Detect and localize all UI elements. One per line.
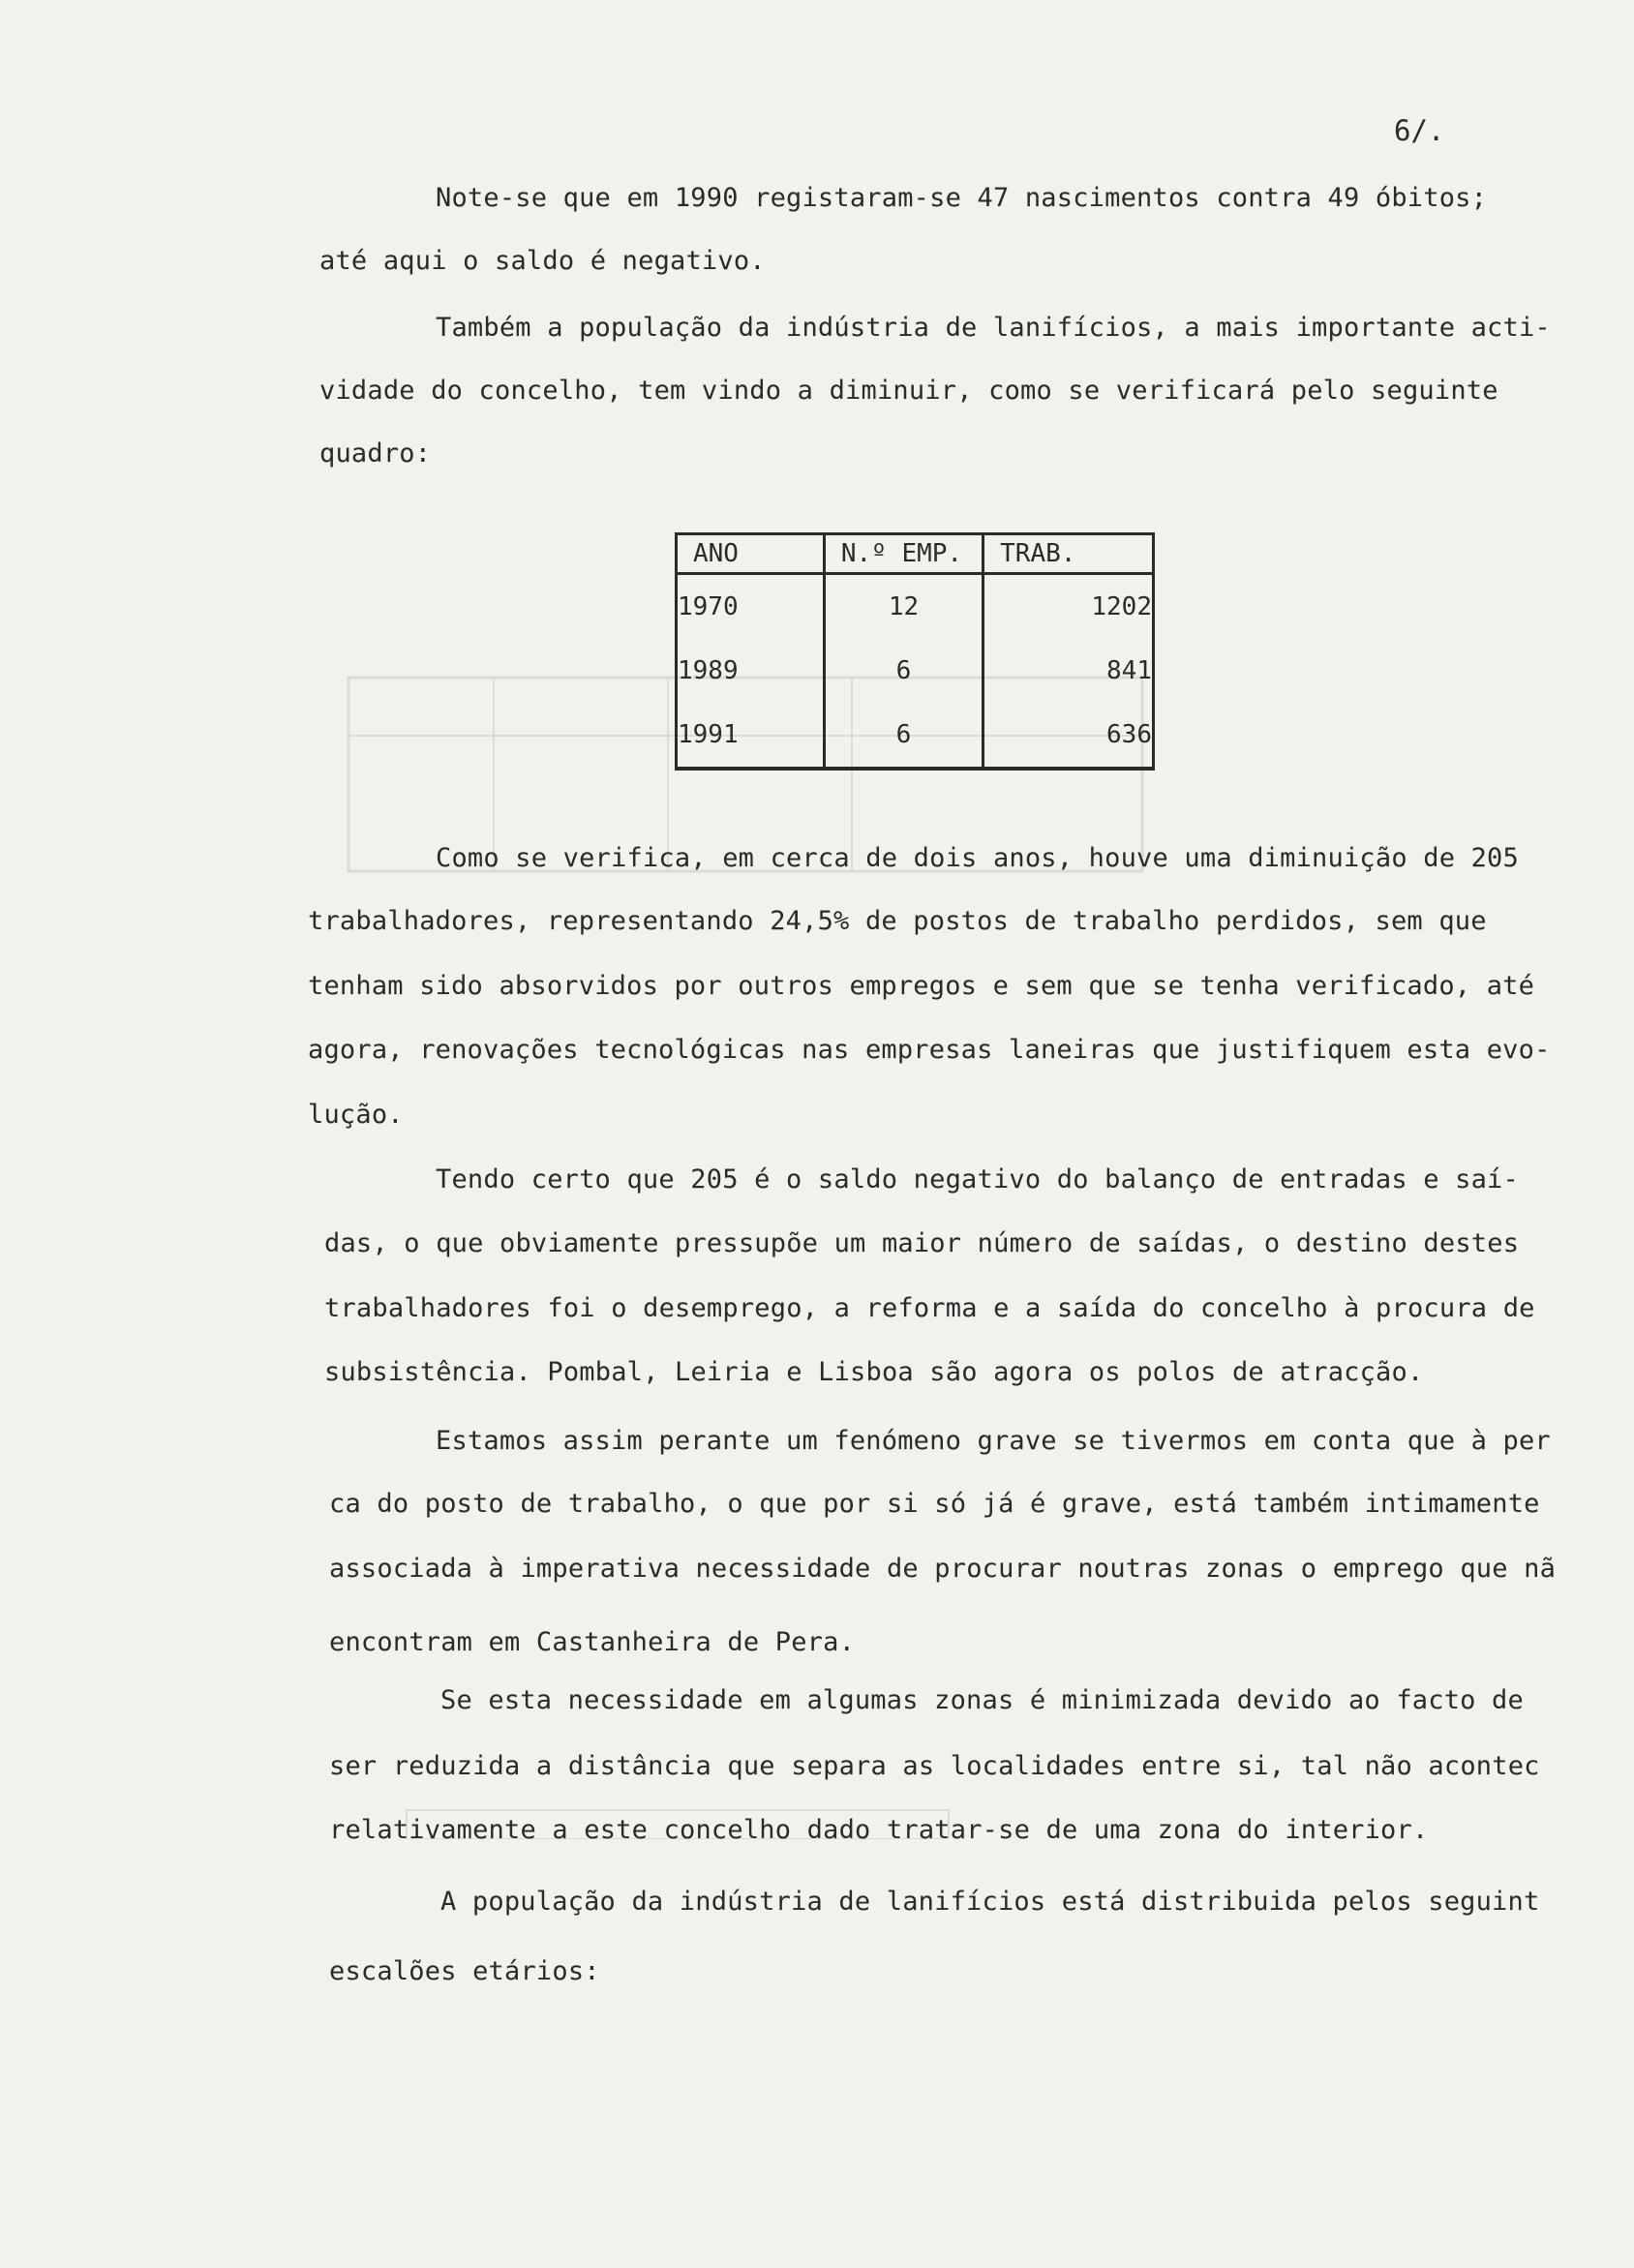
cell-trab: 841 — [983, 639, 1154, 703]
text-line: até aqui o saldo é negativo. — [319, 246, 766, 276]
text-line: Note-se que em 1990 registaram-se 47 nascimentos contra 49 óbitos; — [436, 183, 1488, 213]
text-line: agora, renovações tecnológicas nas empresas laneiras que justifiquem esta evo- — [308, 1035, 1551, 1065]
column-header-trab: TRAB. — [983, 534, 1154, 574]
cell-emp: 6 — [824, 703, 983, 769]
column-header-emp: N.º EMP. — [824, 534, 983, 574]
cell-trab: 1202 — [983, 574, 1154, 640]
text-line: subsistência. Pombal, Leiria e Lisboa são agora os polos de atracção. — [324, 1357, 1424, 1387]
table-header-row — [677, 534, 1154, 574]
text-line: encontram em Castanheira de Pera. — [329, 1627, 856, 1657]
cell-ano: 1989 — [677, 639, 825, 703]
text-line: trabalhadores, representando 24,5% de postos de trabalho perdidos, sem que — [308, 906, 1487, 936]
text-line: ca do posto de trabalho, o que por si só já é grave, está também intimamente — [329, 1489, 1540, 1519]
text-line: A população da indústria de lanifícios está distribuida pelos seguint — [440, 1887, 1540, 1917]
table-row — [677, 574, 1154, 640]
text-line: escalões etários: — [329, 1956, 600, 1986]
cell-emp: 6 — [824, 639, 983, 703]
text-line: Estamos assim perante um fenómeno grave se tivermos em conta que à per — [436, 1426, 1551, 1456]
text-line: vidade do concelho, tem vindo a diminuir, como se verificará pelo seguinte — [319, 376, 1498, 406]
text-line: das, o que obviamente pressupõe um maior número de saídas, o destino destes — [324, 1228, 1520, 1258]
text-line: tenham sido absorvidos por outros empregos e sem que se tenha verificado, até — [308, 971, 1535, 1001]
text-line: Tendo certo que 205 é o saldo negativo do balanço de entradas e saí- — [436, 1164, 1519, 1194]
table-row — [677, 703, 1154, 769]
cell-emp: 12 — [824, 574, 983, 640]
cell-ano: 1991 — [677, 703, 825, 769]
text-line: Se esta necessidade em algumas zonas é minimizada devido ao facto de — [440, 1685, 1524, 1715]
text-line: ser reduzida a distância que separa as localidades entre si, tal não acontec — [329, 1751, 1540, 1781]
text-line: trabalhadores foi o desemprego, a reforma e a saída do concelho à procura de — [324, 1293, 1535, 1323]
text-line: Como se verifica, em cerca de dois anos, houve uma diminuição de 205 — [436, 843, 1519, 873]
cell-ano: 1970 — [677, 574, 825, 640]
text-line: quadro: — [319, 438, 432, 469]
column-header-ano: ANO — [677, 534, 825, 574]
employment-table — [675, 532, 1155, 771]
table-row — [677, 639, 1154, 703]
text-line: Também a população da indústria de lanifícios, a mais importante acti- — [436, 313, 1551, 343]
text-line: relativamente a este concelho dado tratar-se de uma zona do interior. — [329, 1815, 1429, 1845]
text-line: lução. — [308, 1100, 404, 1130]
page-number: 6/. — [1394, 114, 1445, 147]
text-line: associada à imperativa necessidade de procurar noutras zonas o emprego que nã — [329, 1554, 1557, 1584]
cell-trab: 636 — [983, 703, 1154, 769]
